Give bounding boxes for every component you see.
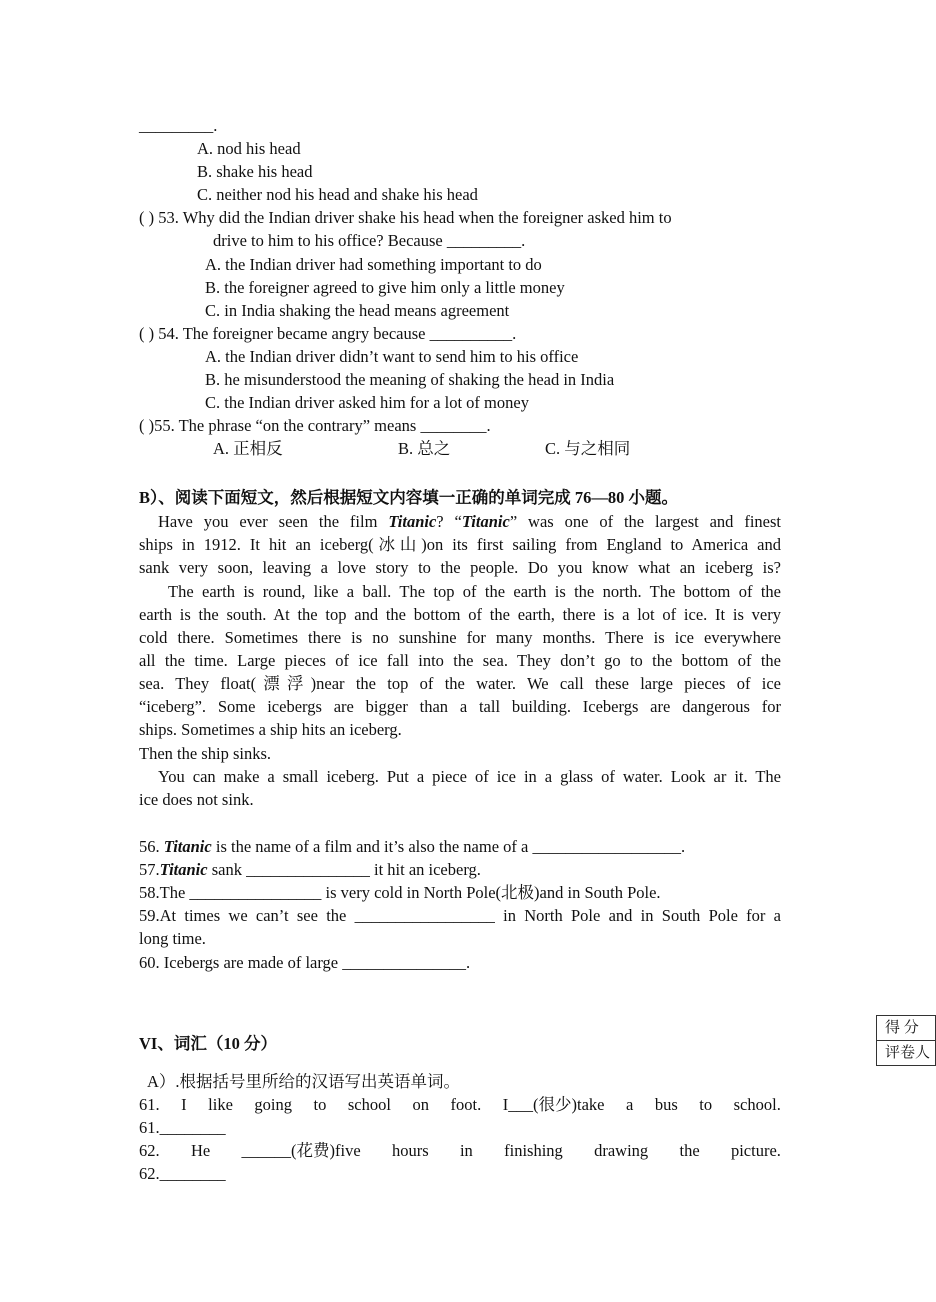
para2-line7: ships. Sometimes a ship hits an iceberg. xyxy=(139,720,402,739)
q53-option-c: C. in India shaking the head means agreement xyxy=(205,301,510,320)
q56: 56. Titanic is the name of a film and it’s also the name of a __________________. xyxy=(139,837,686,856)
q52-answer-blank: _________. xyxy=(139,116,218,135)
titanic-italic: Titanic xyxy=(461,512,510,531)
para1-line2: ships in 1912. It hit an iceberg(冰山)on its first sailing from England to America and xyxy=(139,535,781,554)
para2-line2: earth is the south. At the top and the bottom of the earth, there is a lot of ice. It is very xyxy=(139,605,781,624)
score-box-score: 得 分 xyxy=(876,1015,936,1041)
q53-question: ( ) 53. Why did the Indian driver shake his head when the foreigner asked him to xyxy=(139,208,672,227)
q52-option-a: A. nod his head xyxy=(197,139,301,158)
q53-question-cont: drive to him to his office? Because _________. xyxy=(213,231,526,250)
q61: 61. I like going to school on foot. I___(很少)take a bus to school. xyxy=(139,1095,781,1114)
q52-option-c: C. neither nod his head and shake his head xyxy=(197,185,478,204)
para2-line6: “iceberg”. Some icebergs are bigger than a tall building. Icebergs are dangerous for xyxy=(139,697,781,716)
q60: 60. Icebergs are made of large _______________. xyxy=(139,953,471,972)
q55-option-b: B. 总之 xyxy=(398,439,451,458)
q62: 62. He ______(花费)five hours in finishing drawing the picture. xyxy=(139,1141,781,1160)
q61-answer-blank: 61.________ xyxy=(139,1118,226,1137)
para2-line1: The earth is round, like a ball. The top of the earth is the north. The bottom of the xyxy=(168,582,781,601)
q62-answer-blank: 62.________ xyxy=(139,1164,226,1183)
q53-option-b: B. the foreigner agreed to give him only a little money xyxy=(205,278,565,297)
q59-line1: 59.At times we can’t see the _________________ in North Pole and in South Pole for a xyxy=(139,906,781,925)
q54-option-b: B. he misunderstood the meaning of shaking the head in India xyxy=(205,370,615,389)
q54-option-a: A. the Indian driver didn’t want to send him to his office xyxy=(205,347,579,366)
score-box-grader: 评卷人 xyxy=(876,1040,936,1066)
para1-line3: sank very soon, leaving a love story to the people. Do you know what an iceberg is? xyxy=(139,558,781,577)
q53-option-a: A. the Indian driver had something important to do xyxy=(205,255,542,274)
para3-line2: ice does not sink. xyxy=(139,790,254,809)
titanic-italic: Titanic xyxy=(163,837,212,856)
para3-line1: You can make a small iceberg. Put a piece of ice in a glass of water. Look ar it. The xyxy=(158,767,781,786)
section-b-title: B）、阅读下面短文，然后根据短文内容填一正确的单词完成 76—80 小题。 xyxy=(139,488,679,507)
section-vi-title: VI、词汇（10 分） xyxy=(139,1034,277,1053)
para2-line4: all the time. Large pieces of ice fall into the sea. They don’t go to the bottom of the xyxy=(139,651,781,670)
q58: 58.The ________________ is very cold in North Pole(北极)and in South Pole. xyxy=(139,883,661,902)
q55-question: ( )55. The phrase “on the contrary” means ________. xyxy=(139,416,491,435)
q52-option-b: B. shake his head xyxy=(197,162,313,181)
titanic-italic: Titanic xyxy=(388,512,437,531)
para2-line8: Then the ship sinks. xyxy=(139,744,271,763)
q57: 57.Titanic sank _______________ it hit an iceberg. xyxy=(139,860,481,879)
q54-option-c: C. the Indian driver asked him for a lot of money xyxy=(205,393,529,412)
q54-question: ( ) 54. The foreigner became angry because __________. xyxy=(139,324,517,343)
para2-line5: sea. They float(漂浮)near the top of the water. We call these large pieces of ice xyxy=(139,674,781,693)
para1-line1: Have you ever seen the film Titanic? “Titanic” was one of the largest and finest xyxy=(158,512,781,531)
section-a-title: A）.根据括号里所给的汉语写出英语单词。 xyxy=(147,1072,461,1091)
q55-option-c: C. 与之相同 xyxy=(545,439,631,458)
para2-line3: cold there. Sometimes there is no sunshine for many months. There is ice everywhere xyxy=(139,628,781,647)
q55-option-a: A. 正相反 xyxy=(213,439,283,458)
titanic-italic: Titanic xyxy=(159,860,208,879)
q59-line2: long time. xyxy=(139,929,206,948)
